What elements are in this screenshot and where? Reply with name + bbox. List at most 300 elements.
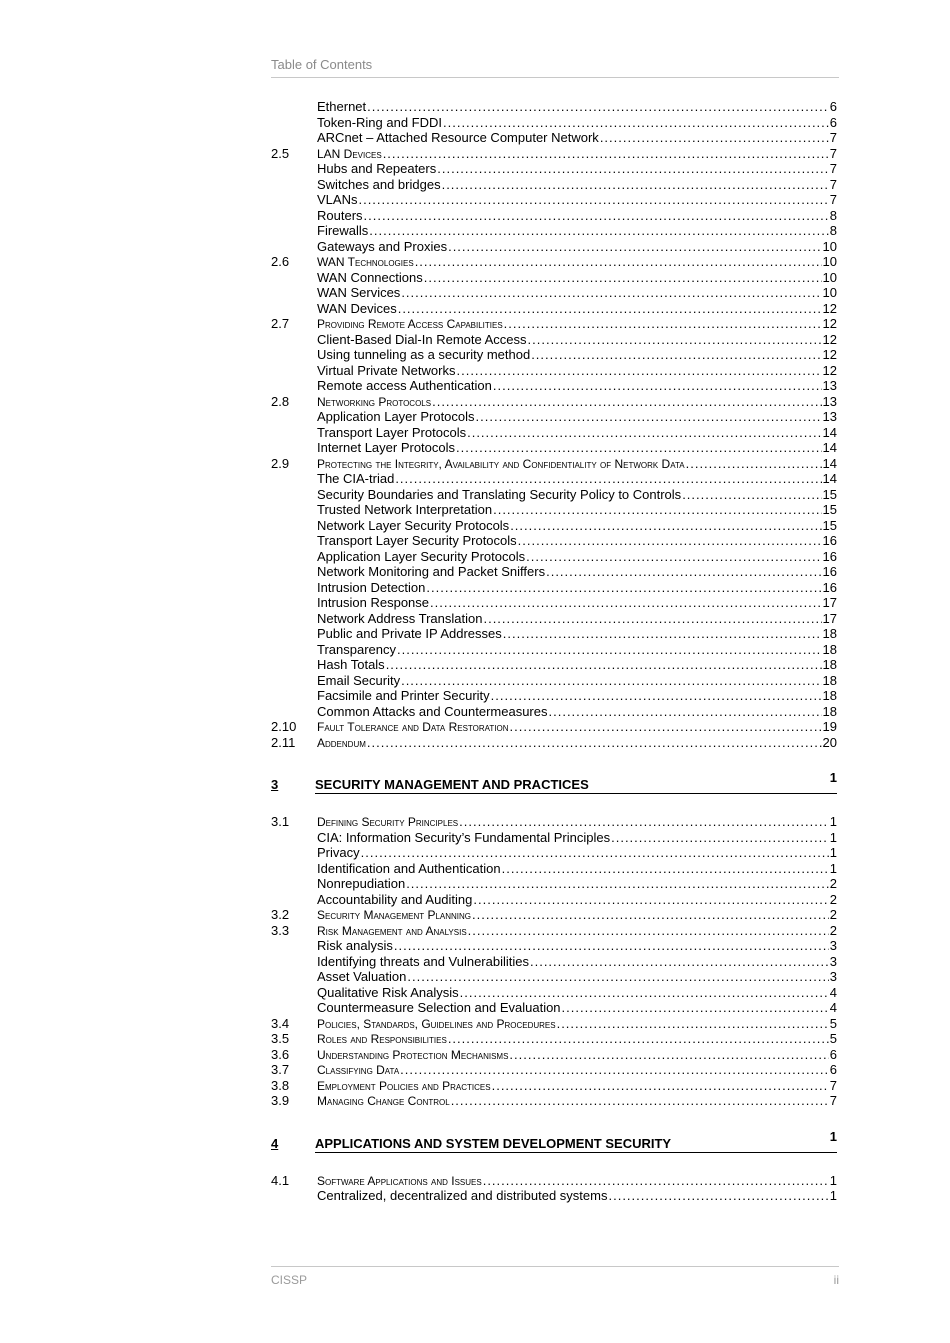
toc-entry-line <box>317 1078 837 1095</box>
toc-entry-title: Network Layer Security Protocols <box>317 517 510 533</box>
toc-entry-line <box>317 146 837 163</box>
toc-entry-page: 2 <box>829 876 837 891</box>
toc-subsection-entry[interactable] <box>271 440 837 456</box>
toc-entry-title: Software Applications and Issues <box>317 1173 482 1188</box>
toc-entry-title: Internet Layer Protocols <box>317 440 456 455</box>
toc-subsection-entry[interactable] <box>271 285 837 301</box>
toc-entry-line <box>317 332 837 348</box>
toc-subsection-entry[interactable] <box>271 533 837 549</box>
toc-entry-page: 6 <box>829 1062 837 1077</box>
toc-subsection-entry[interactable] <box>271 1000 837 1016</box>
dot-leader <box>443 115 829 131</box>
toc-subsection-entry[interactable] <box>271 938 837 954</box>
toc-subsection-entry[interactable] <box>271 332 837 348</box>
dot-leader <box>459 814 829 830</box>
toc-entry-page: 7 <box>829 161 837 176</box>
toc-entry-page: 1 <box>829 1188 837 1203</box>
spacer <box>271 750 837 770</box>
toc-section-entry[interactable] <box>271 1078 837 1094</box>
toc-subsection-entry[interactable] <box>271 192 837 208</box>
footer-page-number: ii <box>833 1273 839 1287</box>
dot-leader <box>407 969 828 985</box>
toc-entry-title: Countermeasure Selection and Evaluation <box>317 1000 561 1015</box>
dot-leader <box>526 549 821 565</box>
toc-entry-page: 8 <box>829 223 837 238</box>
dot-leader <box>600 130 829 146</box>
toc-entry-page: 14 <box>822 424 837 440</box>
toc-entry-title: Public and Private IP Addresses <box>317 626 502 641</box>
toc-entry-title: Transport Layer Protocols <box>317 424 467 440</box>
toc-entry-number: 4.1 <box>271 1172 290 1188</box>
toc-entry-page: 16 <box>822 564 837 579</box>
dot-leader <box>426 580 821 596</box>
chapter-title: APPLICATIONS AND SYSTEM DEVELOPMENT SECURITY <box>315 1136 837 1153</box>
dot-leader <box>398 301 822 317</box>
toc-entry-line <box>317 192 837 208</box>
toc-subsection-entry[interactable] <box>271 270 837 286</box>
toc-subsection-entry[interactable] <box>271 378 837 394</box>
toc-section-entry[interactable] <box>271 1062 837 1078</box>
toc-entry-title: Security Boundaries and Translating Security Policy to Controls <box>317 486 682 502</box>
toc-entry-page: 2 <box>829 907 837 922</box>
footer-rule <box>271 1266 839 1267</box>
toc-entry-line <box>317 907 837 924</box>
toc-entry-title: WAN Services <box>317 285 401 300</box>
toc-entry-title: Hash Totals <box>317 657 385 672</box>
toc-subsection-entry[interactable] <box>271 580 837 596</box>
toc-entry-line <box>317 285 837 301</box>
toc-entry-title: Application Layer Security Protocols <box>317 548 526 564</box>
toc-subsection-entry[interactable] <box>271 626 837 642</box>
toc-subsection-entry[interactable] <box>271 177 837 193</box>
toc-entry-title: LAN Devices <box>317 146 382 161</box>
toc-entry-title: Network Monitoring and Packet Sniffers <box>317 564 546 579</box>
toc-entry-number: 3.1 <box>271 814 290 829</box>
toc-entry-line <box>317 363 837 379</box>
spacer <box>271 800 837 814</box>
dot-leader <box>504 316 822 332</box>
toc-entry-line <box>317 518 837 534</box>
toc-entry-title: Nonrepudiation <box>317 876 406 891</box>
toc-entry-title: The CIA-triad <box>317 471 395 486</box>
dot-leader <box>531 347 821 363</box>
toc-entry-line <box>317 1047 837 1064</box>
toc-entry-title: Asset Valuation <box>317 969 407 984</box>
toc-entry-page: 17 <box>822 595 837 610</box>
header-rule <box>271 77 839 78</box>
toc-entry-number: 3.2 <box>271 907 290 922</box>
toc-entry-page: 10 <box>822 238 837 254</box>
toc-entry-page: 15 <box>822 502 837 517</box>
toc-entry-number: 2.5 <box>271 145 290 161</box>
toc-entry-line <box>317 347 837 363</box>
toc-subsection-entry[interactable] <box>271 969 837 985</box>
dot-leader <box>401 673 821 689</box>
dot-leader <box>468 923 829 939</box>
dot-leader <box>448 239 821 255</box>
toc-subsection-entry[interactable] <box>271 876 837 892</box>
toc-entry-page: 16 <box>822 533 837 548</box>
dot-leader <box>367 99 829 115</box>
toc-entry-page: 18 <box>822 641 837 657</box>
toc-subsection-entry[interactable] <box>271 830 837 846</box>
toc-entry-title: Trusted Network Interpretation <box>317 502 493 517</box>
toc-entry-number: 3.9 <box>271 1093 290 1108</box>
toc-entry-title: Fault Tolerance and Data Restoration <box>317 720 509 734</box>
dot-leader <box>456 363 821 379</box>
toc-entry-line <box>317 177 837 193</box>
toc-subsection-entry[interactable] <box>271 409 837 425</box>
toc-section-entry[interactable] <box>271 1031 837 1047</box>
toc-subsection-entry[interactable] <box>271 549 837 565</box>
dot-leader <box>448 1031 829 1047</box>
toc-entry-title: Risk Management and Analysis <box>317 923 467 938</box>
dot-leader <box>493 502 821 518</box>
toc-entry-page: 15 <box>822 517 837 533</box>
toc-entry-page: 16 <box>822 548 837 564</box>
toc-entry-page: 1 <box>829 829 837 845</box>
toc-chapter-4[interactable] <box>271 1129 837 1159</box>
toc-entry-page: 5 <box>829 1015 837 1031</box>
dot-leader <box>442 177 829 193</box>
toc-entry-page: 17 <box>822 610 837 626</box>
toc-subsection-entry[interactable] <box>271 223 837 239</box>
toc-entry-number: 3.4 <box>271 1015 290 1031</box>
toc-section-entry[interactable] <box>271 316 837 332</box>
toc-entry-page: 10 <box>822 285 837 300</box>
toc-entry-title: Ethernet <box>317 99 367 114</box>
toc-entry-page: 13 <box>822 393 837 409</box>
toc-entry-line <box>317 923 837 940</box>
toc-entry-page: 14 <box>822 440 837 455</box>
chapter-number: 4 <box>271 1135 279 1151</box>
table-of-contents <box>271 99 837 1204</box>
toc-entry-line <box>317 564 837 580</box>
dot-leader <box>476 409 822 425</box>
dot-leader <box>460 985 829 1001</box>
toc-entry-line <box>317 1173 837 1190</box>
toc-section-entry[interactable] <box>271 1173 837 1189</box>
toc-subsection-entry[interactable] <box>271 502 837 518</box>
toc-section-entry[interactable] <box>271 1093 837 1109</box>
toc-entry-page: 18 <box>822 688 837 703</box>
dot-leader <box>456 440 822 456</box>
toc-entry-page: 4 <box>829 1000 837 1015</box>
toc-entry-number: 2.8 <box>271 393 290 409</box>
toc-entry-title: Common Attacks and Countermeasures <box>317 703 548 719</box>
toc-subsection-entry[interactable] <box>271 518 837 534</box>
toc-subsection-entry[interactable] <box>271 487 837 503</box>
toc-entry-title: Classifying Data <box>317 1063 400 1077</box>
toc-entry-line <box>317 580 837 596</box>
toc-entry-line <box>317 409 837 425</box>
toc-section-entry[interactable] <box>271 394 837 410</box>
toc-entry-title: Protecting the Integrity, Availability and Confidentiality of Network Data <box>317 456 685 471</box>
toc-entry-title: Understanding Protection Mechanisms <box>317 1047 509 1062</box>
toc-entry-page: 1 <box>829 814 837 829</box>
toc-entry-page: 18 <box>822 626 837 641</box>
toc-entry-title: Application Layer Protocols <box>317 409 475 424</box>
toc-entry-line <box>317 611 837 627</box>
dot-leader <box>483 1173 829 1189</box>
toc-entry-page: 20 <box>822 734 837 750</box>
toc-subsection-entry[interactable] <box>271 301 837 317</box>
toc-entry-title: Email Security <box>317 672 401 688</box>
toc-entry-title: Managing Change Control <box>317 1094 450 1108</box>
toc-entry-line <box>317 626 837 642</box>
toc-entry-title: Risk analysis <box>317 938 393 953</box>
toc-entry-title: Using tunneling as a security method <box>317 347 531 362</box>
toc-entry-line <box>317 456 837 473</box>
dot-leader <box>432 394 821 410</box>
toc-entry-title: Firewalls <box>317 223 369 238</box>
toc-entry-title: Identification and Authentication <box>317 860 501 876</box>
toc-entry-title: Remote access Authentication <box>317 378 492 393</box>
toc-entry-page: 14 <box>822 471 837 486</box>
toc-entry-title: Token-Ring and FDDI <box>317 114 442 130</box>
toc-subsection-entry[interactable] <box>271 161 837 177</box>
toc-group-chapter-3 <box>271 814 837 1109</box>
toc-subsection-entry[interactable] <box>271 115 837 131</box>
toc-entry-title: Transport Layer Security Protocols <box>317 533 517 548</box>
toc-group-chapter-4 <box>271 1173 837 1204</box>
dot-leader <box>415 254 822 270</box>
dot-leader <box>493 378 822 394</box>
toc-entry-title: VLANs <box>317 192 358 207</box>
toc-section-entry[interactable] <box>271 907 837 923</box>
dot-leader <box>518 533 822 549</box>
toc-subsection-entry[interactable] <box>271 611 837 627</box>
toc-entry-line <box>317 969 837 985</box>
toc-subsection-entry[interactable] <box>271 1188 837 1204</box>
toc-entry-number: 3.8 <box>271 1077 290 1093</box>
toc-subsection-entry[interactable] <box>271 704 837 720</box>
toc-entry-line <box>317 130 837 146</box>
toc-entry-line <box>317 1093 837 1110</box>
toc-entry-page: 7 <box>829 145 837 161</box>
dot-leader <box>682 487 821 503</box>
dot-leader <box>401 285 821 301</box>
dot-leader <box>611 830 829 846</box>
toc-subsection-entry[interactable] <box>271 564 837 580</box>
toc-entry-line <box>317 954 837 970</box>
dot-leader <box>502 861 829 877</box>
toc-section-entry[interactable] <box>271 254 837 270</box>
toc-subsection-entry[interactable] <box>271 363 837 379</box>
dot-leader <box>549 704 822 720</box>
toc-entry-title: Facsimile and Printer Security <box>317 688 490 703</box>
toc-subsection-entry[interactable] <box>271 845 837 861</box>
toc-section-entry[interactable] <box>271 1016 837 1032</box>
toc-entry-title: Policies, Standards, Guidelines and Procedures <box>317 1016 556 1031</box>
toc-entry-title: Employment Policies and Practices <box>317 1078 491 1093</box>
page-footer <box>271 1272 839 1288</box>
toc-entry-line <box>317 642 837 658</box>
dot-leader <box>397 642 822 658</box>
toc-entry-title: Roles and Responsibilities <box>317 1032 447 1046</box>
toc-entry-title: WAN Technologies <box>317 255 414 269</box>
toc-entry-page: 8 <box>829 207 837 223</box>
toc-entry-line <box>317 985 837 1001</box>
dot-leader <box>400 1062 829 1078</box>
page-header: Table of Contents <box>271 57 373 72</box>
toc-chapter-3[interactable] <box>271 770 837 800</box>
toc-entry-title: Accountability and Auditing <box>317 891 473 907</box>
toc-entry-line <box>317 1016 837 1033</box>
toc-entry-title: Providing Remote Access Capabilities <box>317 317 503 331</box>
toc-subsection-entry[interactable] <box>271 208 837 224</box>
dot-leader <box>364 208 829 224</box>
toc-entry-title: Intrusion Response <box>317 595 430 610</box>
dot-leader <box>557 1016 829 1032</box>
chapter-page: 1 <box>829 1128 837 1144</box>
toc-subsection-entry[interactable] <box>271 130 837 146</box>
toc-entry-page: 2 <box>829 891 837 907</box>
toc-subsection-entry[interactable] <box>271 471 837 487</box>
toc-entry-title: Switches and bridges <box>317 176 441 192</box>
toc-entry-line <box>317 471 837 487</box>
toc-entry-page: 7 <box>829 1077 837 1093</box>
toc-entry-line <box>317 487 837 503</box>
toc-subsection-entry[interactable] <box>271 347 837 363</box>
toc-entry-line <box>317 549 837 565</box>
toc-section-entry[interactable] <box>271 923 837 939</box>
toc-subsection-entry[interactable] <box>271 861 837 877</box>
toc-entry-line <box>317 161 837 177</box>
toc-entry-title: CIA: Information Security’s Fundamental Principles <box>317 829 611 845</box>
dot-leader <box>451 1093 829 1109</box>
dot-leader <box>510 518 821 534</box>
spacer <box>271 1159 837 1173</box>
toc-subsection-entry[interactable] <box>271 892 837 908</box>
toc-entry-line <box>317 830 837 846</box>
dot-leader <box>528 332 822 348</box>
toc-entry-number: 2.9 <box>271 455 290 471</box>
toc-entry-page: 12 <box>822 316 837 331</box>
toc-subsection-entry[interactable] <box>271 673 837 689</box>
toc-entry-line <box>317 861 837 877</box>
toc-entry-line <box>317 719 837 736</box>
spacer <box>271 1109 837 1129</box>
dot-leader <box>437 161 829 177</box>
dot-leader <box>386 657 822 673</box>
toc-entry-title: Privacy <box>317 845 360 860</box>
toc-entry-page: 13 <box>822 378 837 393</box>
dot-leader <box>546 564 821 580</box>
toc-section-entry[interactable] <box>271 1047 837 1063</box>
toc-entry-page: 5 <box>829 1031 837 1046</box>
toc-entry-line <box>317 533 837 549</box>
toc-entry-line <box>317 99 837 115</box>
toc-entry-page: 7 <box>829 192 837 207</box>
toc-entry-page: 3 <box>829 953 837 969</box>
toc-entry-line <box>317 440 837 456</box>
toc-entry-number: 3.6 <box>271 1046 290 1062</box>
toc-entry-line <box>317 254 837 271</box>
toc-entry-line <box>317 1000 837 1016</box>
toc-entry-title: Transparency <box>317 641 396 657</box>
toc-entry-page: 4 <box>829 984 837 1000</box>
toc-entry-page: 7 <box>829 1093 837 1108</box>
toc-entry-number: 2.10 <box>271 719 297 734</box>
dot-leader <box>472 907 829 923</box>
toc-entry-page: 12 <box>822 331 837 347</box>
dot-leader <box>562 1000 829 1016</box>
dot-leader <box>367 735 822 751</box>
toc-subsection-entry[interactable] <box>271 688 837 704</box>
toc-entry-line <box>317 223 837 239</box>
toc-group-chapter-2 <box>271 99 837 750</box>
toc-entry-line <box>317 502 837 518</box>
toc-entry-title: Networking Protocols <box>317 394 432 409</box>
dot-leader <box>510 719 822 735</box>
toc-entry-line <box>317 688 837 704</box>
toc-entry-title: Client-Based Dial-In Remote Access <box>317 331 527 347</box>
toc-subsection-entry[interactable] <box>271 954 837 970</box>
toc-section-entry[interactable] <box>271 146 837 162</box>
toc-entry-line <box>317 735 837 752</box>
toc-section-entry[interactable] <box>271 456 837 472</box>
dot-leader <box>503 626 822 642</box>
toc-entry-line <box>317 814 837 831</box>
toc-entry-page: 10 <box>822 254 837 269</box>
toc-entry-line <box>317 673 837 689</box>
toc-entry-page: 14 <box>822 455 837 471</box>
toc-entry-line <box>317 1031 837 1048</box>
dot-leader <box>686 456 822 472</box>
toc-entry-page: 16 <box>822 579 837 595</box>
toc-entry-line <box>317 1062 837 1079</box>
toc-entry-page: 6 <box>829 114 837 130</box>
toc-subsection-entry[interactable] <box>271 595 837 611</box>
toc-subsection-entry[interactable] <box>271 99 837 115</box>
toc-entry-page: 6 <box>829 1046 837 1062</box>
toc-entry-title: Defining Security Principles <box>317 815 459 829</box>
toc-subsection-entry[interactable] <box>271 239 837 255</box>
dot-leader <box>383 146 829 162</box>
toc-entry-page: 12 <box>822 362 837 378</box>
toc-entry-title: Hubs and Repeaters <box>317 161 437 176</box>
toc-entry-title: Routers <box>317 207 363 223</box>
toc-entry-page: 12 <box>822 300 837 316</box>
toc-entry-page: 1 <box>829 1172 837 1188</box>
dot-leader <box>492 1078 829 1094</box>
toc-entry-line <box>317 704 837 720</box>
toc-entry-page: 18 <box>822 657 837 672</box>
toc-entry-page: 7 <box>829 130 837 145</box>
toc-section-entry[interactable] <box>271 814 837 830</box>
toc-subsection-entry[interactable] <box>271 425 837 441</box>
toc-entry-line <box>317 657 837 673</box>
toc-subsection-entry[interactable] <box>271 657 837 673</box>
toc-entry-page: 15 <box>822 486 837 502</box>
dot-leader <box>358 192 828 208</box>
toc-entry-page: 2 <box>829 922 837 938</box>
toc-section-entry[interactable] <box>271 735 837 751</box>
toc-entry-number: 2.6 <box>271 254 290 269</box>
toc-entry-page: 1 <box>829 845 837 860</box>
toc-entry-page: 3 <box>829 969 837 984</box>
toc-entry-line <box>317 892 837 908</box>
toc-subsection-entry[interactable] <box>271 985 837 1001</box>
toc-section-entry[interactable] <box>271 719 837 735</box>
toc-entry-page: 19 <box>822 719 837 734</box>
toc-entry-page: 13 <box>822 409 837 424</box>
dot-leader <box>483 611 821 627</box>
toc-subsection-entry[interactable] <box>271 642 837 658</box>
toc-entry-title: ARCnet – Attached Resource Computer Network <box>317 130 599 145</box>
toc-entry-page: 18 <box>822 703 837 719</box>
